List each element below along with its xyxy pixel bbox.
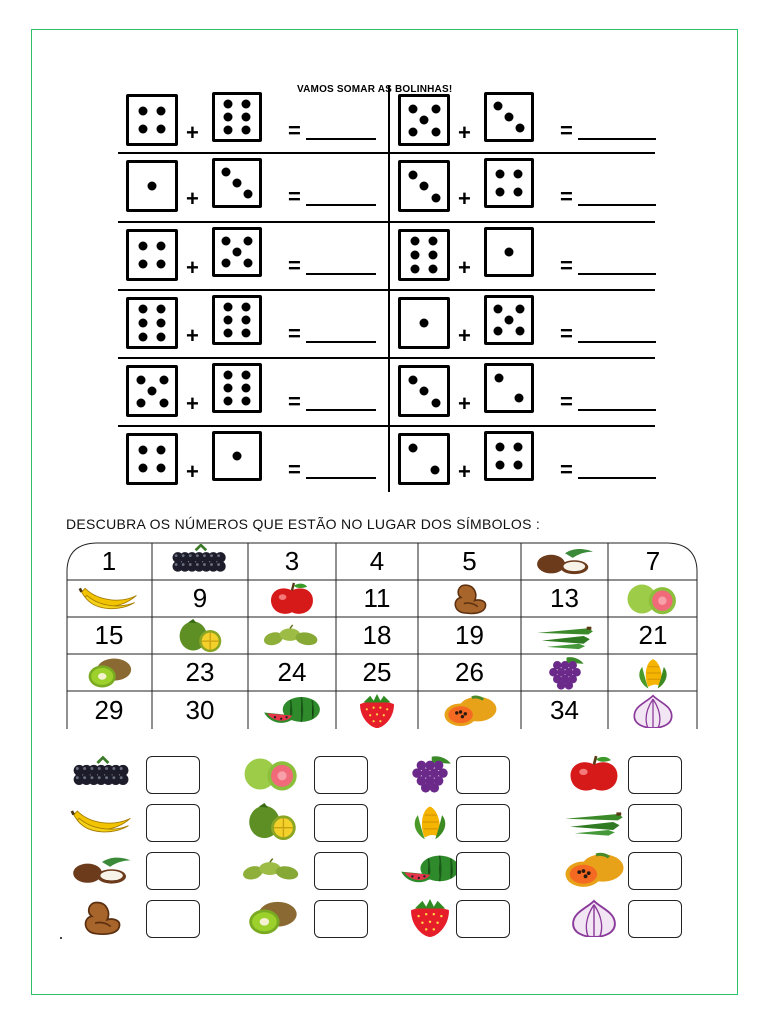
die-left <box>126 433 178 485</box>
answer-box[interactable] <box>456 756 510 794</box>
die-pip <box>138 260 147 269</box>
die-right <box>484 431 534 481</box>
die-pip <box>516 124 525 133</box>
dice-row-divider <box>118 152 655 154</box>
die-pip <box>224 113 233 122</box>
die-pip <box>513 170 522 179</box>
die-pip <box>244 259 253 268</box>
blackberry-icon <box>70 755 134 798</box>
die-pip <box>224 99 233 108</box>
die-pip <box>138 241 147 250</box>
onion-icon <box>562 899 626 942</box>
grid-number: 13 <box>550 583 579 613</box>
plus-sign: + <box>186 459 199 484</box>
plus-sign: + <box>186 255 199 280</box>
equals-sign: = <box>560 184 573 209</box>
die-pip <box>241 113 250 122</box>
grapes-icon <box>521 654 608 691</box>
equals-sign: = <box>288 253 301 278</box>
die-pip <box>494 373 503 382</box>
answer-blank <box>306 138 376 140</box>
answer-blank <box>306 477 376 479</box>
grid-number: 4 <box>369 545 385 576</box>
onion-icon <box>608 691 698 730</box>
die-pip <box>159 398 168 407</box>
plus-sign: + <box>186 323 199 348</box>
apple-icon <box>562 755 626 798</box>
die-pip <box>431 127 440 136</box>
die-pip <box>513 460 522 469</box>
equals-sign: = <box>560 118 573 143</box>
puzzle-title: DESCUBRA OS NÚMEROS QUE ESTÃO NO LUGAR DOS SÍMBOLOS : <box>66 516 541 532</box>
die-pip <box>408 375 417 384</box>
die-pip <box>241 316 250 325</box>
die-pip <box>157 260 166 269</box>
plus-sign: + <box>458 323 471 348</box>
die-right <box>212 363 262 413</box>
die-pip <box>138 106 147 115</box>
die-pip <box>420 116 429 125</box>
peanut-icon <box>70 899 134 942</box>
die-pip <box>224 329 233 338</box>
die-pip <box>494 327 503 336</box>
die-pip <box>505 113 514 122</box>
corn-icon <box>608 654 698 691</box>
die-right <box>484 158 534 208</box>
stray-mark <box>60 937 62 939</box>
plus-sign: + <box>458 186 471 211</box>
die-pip <box>241 384 250 393</box>
answer-blank <box>578 477 656 479</box>
plus-sign: + <box>186 186 199 211</box>
answer-box[interactable] <box>146 804 200 842</box>
die-left <box>398 365 450 417</box>
guava-icon <box>608 580 698 617</box>
jackfruit-icon <box>152 617 248 654</box>
die-right <box>484 363 534 413</box>
equals-sign: = <box>288 118 301 143</box>
green-olives-icon <box>240 851 304 894</box>
die-pip <box>431 398 440 407</box>
answer-box[interactable] <box>314 756 368 794</box>
die-left <box>126 229 178 281</box>
grid-number: 1 <box>101 545 117 576</box>
equals-sign: = <box>288 457 301 482</box>
dice-row-divider <box>118 289 655 291</box>
grid-number: 5 <box>462 545 477 576</box>
grapes-icon <box>398 755 462 798</box>
apple-icon <box>248 580 336 617</box>
die-pip <box>157 332 166 341</box>
answer-box[interactable] <box>456 852 510 890</box>
die-left <box>398 94 450 146</box>
die-pip <box>515 394 524 403</box>
kiwi-icon <box>240 899 304 942</box>
die-pip <box>408 170 417 179</box>
grid-number: 11 <box>363 583 391 613</box>
grid-number: 7 <box>645 545 661 576</box>
die-pip <box>157 106 166 115</box>
die-pip <box>409 444 418 453</box>
okra-icon <box>521 617 608 654</box>
plus-sign: + <box>458 459 471 484</box>
plus-sign: + <box>458 391 471 416</box>
coconut-icon <box>521 542 608 580</box>
answer-blank <box>306 204 376 206</box>
symbol-number-grid <box>66 542 698 730</box>
answer-box[interactable] <box>146 756 200 794</box>
die-pip <box>241 126 250 135</box>
die-pip <box>148 387 157 396</box>
equals-sign: = <box>288 321 301 346</box>
die-right <box>484 295 534 345</box>
papaya-icon <box>562 851 626 894</box>
answer-blank <box>578 409 656 411</box>
die-pip <box>494 305 503 314</box>
answer-box[interactable] <box>628 900 682 938</box>
dice-row-divider <box>118 425 655 427</box>
answer-blank <box>306 409 376 411</box>
die-left <box>126 297 178 349</box>
dice-addition-section <box>0 0 768 500</box>
die-left <box>126 365 178 417</box>
guava-icon <box>240 755 304 798</box>
equals-sign: = <box>560 457 573 482</box>
grid-number: 23 <box>185 657 215 687</box>
die-pip <box>157 464 166 473</box>
die-right <box>212 431 262 481</box>
die-pip <box>148 182 157 191</box>
grid-number: 29 <box>94 695 124 725</box>
peanut-icon <box>418 580 521 617</box>
green-olives-icon <box>248 617 336 654</box>
die-pip <box>157 241 166 250</box>
answer-box[interactable] <box>146 852 200 890</box>
die-pip <box>516 327 525 336</box>
die-pip <box>241 397 250 406</box>
answer-blank <box>578 138 656 140</box>
die-pip <box>496 170 505 179</box>
strawberry-icon <box>398 899 462 942</box>
die-pip <box>408 104 417 113</box>
die-pip <box>429 264 438 273</box>
answer-box[interactable] <box>314 804 368 842</box>
die-pip <box>410 264 419 273</box>
die-pip <box>420 387 429 396</box>
grid-number: 9 <box>192 583 208 613</box>
die-pip <box>505 248 514 257</box>
die-pip <box>222 259 231 268</box>
die-pip <box>496 460 505 469</box>
strawberry-icon <box>336 691 418 730</box>
answer-blank <box>306 273 376 275</box>
coconut-icon <box>70 851 134 894</box>
answer-box[interactable] <box>146 900 200 938</box>
equals-sign: = <box>288 389 301 414</box>
grid-number: 21 <box>638 620 668 650</box>
answer-blank <box>578 341 656 343</box>
die-pip <box>429 237 438 246</box>
die-pip <box>496 443 505 452</box>
die-pip <box>244 190 253 199</box>
die-left <box>398 433 450 485</box>
answer-box[interactable] <box>314 900 368 938</box>
papaya-icon <box>418 691 521 730</box>
grid-number: 19 <box>455 620 484 650</box>
die-pip <box>233 179 242 188</box>
watermelon-icon <box>248 691 336 730</box>
grid-number: 15 <box>94 620 124 650</box>
grid-number: 3 <box>284 545 300 576</box>
die-right <box>212 158 262 208</box>
die-pip <box>430 465 439 474</box>
blackberry-icon <box>152 542 248 580</box>
die-pip <box>224 370 233 379</box>
grid-number: 25 <box>362 657 392 687</box>
answer-box[interactable] <box>456 900 510 938</box>
die-pip <box>224 397 233 406</box>
die-right <box>212 92 262 142</box>
die-pip <box>222 168 231 177</box>
okra-icon <box>562 803 626 846</box>
banana-icon <box>66 580 152 617</box>
die-pip <box>496 187 505 196</box>
answer-box[interactable] <box>456 804 510 842</box>
answer-box[interactable] <box>314 852 368 890</box>
dice-column-divider <box>388 86 390 492</box>
grid-number: 18 <box>362 620 392 650</box>
die-pip <box>241 329 250 338</box>
dice-section-title: VAMOS SOMAR AS BOLINHAS! <box>297 84 453 95</box>
watermelon-icon <box>398 851 462 894</box>
die-pip <box>244 237 253 246</box>
plus-sign: + <box>186 391 199 416</box>
die-pip <box>138 305 147 314</box>
dice-row-divider <box>118 221 655 223</box>
die-pip <box>157 319 166 328</box>
die-pip <box>138 464 147 473</box>
die-pip <box>431 193 440 202</box>
answer-blank <box>578 273 656 275</box>
die-left <box>398 160 450 212</box>
jackfruit-icon <box>240 803 304 846</box>
grid-number: 26 <box>455 657 484 687</box>
plus-sign: + <box>458 120 471 145</box>
grid-number: 24 <box>277 657 307 687</box>
die-pip <box>513 443 522 452</box>
die-pip <box>513 187 522 196</box>
die-pip <box>408 127 417 136</box>
die-pip <box>224 126 233 135</box>
corn-icon <box>398 803 462 846</box>
die-pip <box>138 125 147 134</box>
die-right <box>212 227 262 277</box>
plus-sign: + <box>458 255 471 280</box>
die-pip <box>233 248 242 257</box>
die-pip <box>420 182 429 191</box>
equals-sign: = <box>560 253 573 278</box>
kiwi-icon <box>66 654 152 691</box>
die-pip <box>222 237 231 246</box>
die-pip <box>224 316 233 325</box>
die-right <box>484 92 534 142</box>
die-pip <box>157 305 166 314</box>
die-pip <box>410 237 419 246</box>
die-pip <box>241 99 250 108</box>
die-pip <box>420 319 429 328</box>
die-pip <box>241 302 250 311</box>
die-pip <box>241 370 250 379</box>
die-pip <box>429 251 438 260</box>
grid-number: 34 <box>550 695 579 725</box>
die-pip <box>159 375 168 384</box>
die-pip <box>505 316 514 325</box>
answer-box[interactable] <box>628 756 682 794</box>
equals-sign: = <box>560 321 573 346</box>
answer-blank <box>306 341 376 343</box>
die-pip <box>157 445 166 454</box>
die-pip <box>516 305 525 314</box>
grid-number: 30 <box>185 695 215 725</box>
die-left <box>126 160 178 212</box>
die-pip <box>233 452 242 461</box>
die-pip <box>138 445 147 454</box>
die-pip <box>494 102 503 111</box>
dice-row-divider <box>118 357 655 359</box>
die-pip <box>431 104 440 113</box>
equals-sign: = <box>560 389 573 414</box>
die-pip <box>136 398 145 407</box>
die-left <box>398 229 450 281</box>
die-pip <box>224 302 233 311</box>
plus-sign: + <box>186 120 199 145</box>
die-right <box>484 227 534 277</box>
answer-box[interactable] <box>628 852 682 890</box>
die-left <box>126 94 178 146</box>
die-pip <box>410 251 419 260</box>
die-right <box>212 295 262 345</box>
die-pip <box>157 125 166 134</box>
die-pip <box>224 384 233 393</box>
die-pip <box>138 332 147 341</box>
banana-icon <box>70 803 134 846</box>
answer-box[interactable] <box>628 804 682 842</box>
die-pip <box>138 319 147 328</box>
die-pip <box>136 375 145 384</box>
answer-blank <box>578 204 656 206</box>
equals-sign: = <box>288 184 301 209</box>
die-left <box>398 297 450 349</box>
